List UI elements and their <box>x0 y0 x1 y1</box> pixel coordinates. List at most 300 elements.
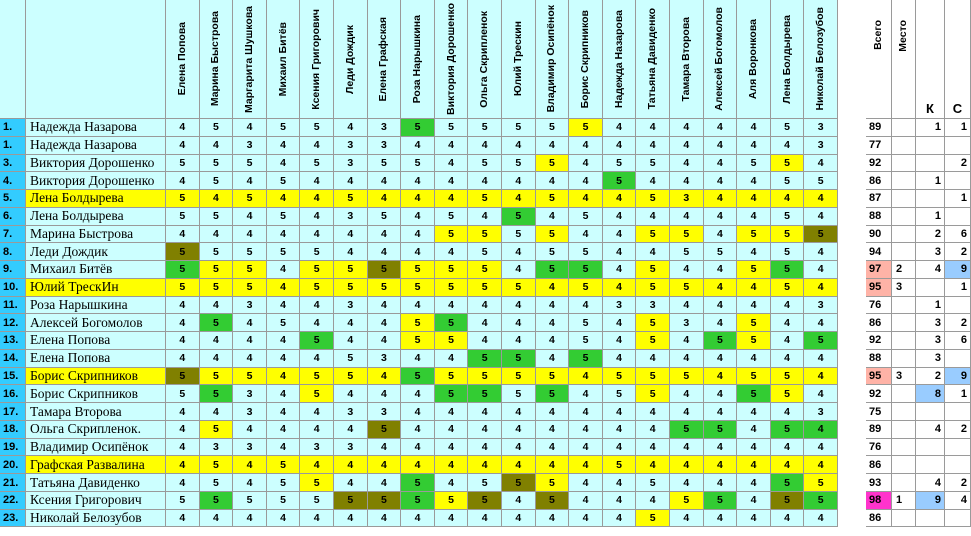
judge-header <box>233 0 267 119</box>
score-cell: 4 <box>334 510 368 528</box>
place-cell <box>892 474 916 492</box>
judge-name: Виктория Дорошенко <box>444 3 457 115</box>
judge-header <box>636 0 670 119</box>
score-cell: 4 <box>536 403 570 421</box>
judge-name: Татьяна Давиденко <box>646 8 659 110</box>
c-cell <box>945 172 971 190</box>
score-cell: 5 <box>502 279 536 297</box>
total-cell: 88 <box>866 208 892 226</box>
score-cell: 4 <box>267 439 301 457</box>
score-cell: 4 <box>569 155 603 173</box>
row-number: 6. <box>0 208 26 226</box>
total-cell: 87 <box>866 190 892 208</box>
place-cell <box>892 403 916 421</box>
participant-name: Надежда Назарова <box>26 137 166 155</box>
k-cell: 3 <box>916 332 945 350</box>
score-cell: 4 <box>636 119 670 137</box>
score-cell: 4 <box>502 510 536 528</box>
judge-name: Тамара Второва <box>679 16 692 102</box>
place-cell: 1 <box>892 492 916 510</box>
score-cell: 5 <box>569 119 603 137</box>
score-cell: 4 <box>468 403 502 421</box>
score-cell: 4 <box>502 314 536 332</box>
score-cell: 4 <box>670 155 704 173</box>
score-cell: 4 <box>435 190 469 208</box>
place-cell <box>892 297 916 315</box>
score-cell: 4 <box>704 456 738 474</box>
score-cell: 5 <box>267 456 301 474</box>
score-cell: 4 <box>670 456 704 474</box>
row-number: 19. <box>0 439 26 457</box>
score-cell: 5 <box>569 208 603 226</box>
score-cell: 5 <box>368 492 402 510</box>
score-cell: 5 <box>502 226 536 244</box>
score-cell: 4 <box>502 137 536 155</box>
score-cell: 4 <box>267 421 301 439</box>
score-cell: 5 <box>166 190 200 208</box>
judge-name: Елена Графская <box>377 16 390 102</box>
row-number: 10. <box>0 279 26 297</box>
score-cell: 4 <box>636 137 670 155</box>
score-cell: 4 <box>636 456 670 474</box>
c-cell: 2 <box>945 155 971 173</box>
score-cell: 4 <box>233 226 267 244</box>
row-number: 15. <box>0 368 26 386</box>
place-cell <box>892 155 916 173</box>
c-cell <box>945 403 971 421</box>
score-cell: 4 <box>737 403 771 421</box>
header-corner-num <box>0 0 26 119</box>
judge-name: Лена Болдырева <box>780 14 793 104</box>
score-cell: 5 <box>670 421 704 439</box>
score-cell: 4 <box>536 439 570 457</box>
score-cell: 4 <box>334 243 368 261</box>
score-cell: 5 <box>334 368 368 386</box>
score-cell: 4 <box>401 350 435 368</box>
score-cell: 4 <box>401 421 435 439</box>
judge-header <box>334 0 368 119</box>
place-header-label: Место <box>896 20 909 52</box>
score-cell: 4 <box>603 314 637 332</box>
participant-name: Владимир Осипёнок <box>26 439 166 457</box>
score-cell: 5 <box>737 332 771 350</box>
score-cell: 3 <box>368 350 402 368</box>
score-cell: 4 <box>536 510 570 528</box>
total-cell: 77 <box>866 137 892 155</box>
score-cell: 4 <box>804 385 838 403</box>
score-cell: 5 <box>502 119 536 137</box>
score-cell: 4 <box>569 368 603 386</box>
score-cell: 4 <box>636 421 670 439</box>
score-cell: 4 <box>804 421 838 439</box>
score-cell: 4 <box>704 314 738 332</box>
score-cell: 5 <box>502 368 536 386</box>
score-cell: 4 <box>468 297 502 315</box>
score-cell: 4 <box>670 297 704 315</box>
score-cell: 4 <box>636 439 670 457</box>
k-cell: 1 <box>916 119 945 137</box>
score-cell: 4 <box>636 243 670 261</box>
score-cell: 5 <box>200 492 234 510</box>
score-cell: 4 <box>401 510 435 528</box>
score-cell: 4 <box>435 155 469 173</box>
row-number: 12. <box>0 314 26 332</box>
score-cell: 4 <box>536 297 570 315</box>
score-cell: 5 <box>636 474 670 492</box>
score-cell: 5 <box>502 350 536 368</box>
score-cell: 4 <box>737 137 771 155</box>
row-number: 22. <box>0 492 26 510</box>
c-cell: 1 <box>945 190 971 208</box>
c-cell <box>945 439 971 457</box>
score-cell: 4 <box>804 208 838 226</box>
total-header-label: Всего <box>871 20 884 50</box>
score-cell: 4 <box>603 243 637 261</box>
k-cell <box>916 155 945 173</box>
score-cell: 4 <box>737 243 771 261</box>
participant-name: Алексей Богомолов <box>26 314 166 332</box>
score-cell: 5 <box>267 119 301 137</box>
score-cell: 3 <box>636 297 670 315</box>
score-cell: 4 <box>468 314 502 332</box>
score-cell: 3 <box>804 137 838 155</box>
score-cell: 5 <box>536 261 570 279</box>
score-cell: 4 <box>804 456 838 474</box>
k-cell <box>916 190 945 208</box>
score-cell: 5 <box>368 208 402 226</box>
score-cell: 5 <box>737 226 771 244</box>
score-cell: 4 <box>502 456 536 474</box>
k-cell <box>916 456 945 474</box>
score-cell: 5 <box>435 261 469 279</box>
score-cell: 5 <box>468 279 502 297</box>
score-cell: 4 <box>368 474 402 492</box>
score-cell: 4 <box>704 350 738 368</box>
score-cell: 4 <box>300 421 334 439</box>
score-cell: 4 <box>435 510 469 528</box>
score-cell: 4 <box>368 332 402 350</box>
score-cell: 4 <box>435 439 469 457</box>
place-cell <box>892 226 916 244</box>
score-cell: 5 <box>603 172 637 190</box>
judge-name: Николай Белозубов <box>814 7 827 111</box>
score-cell: 5 <box>233 190 267 208</box>
score-cell: 5 <box>401 261 435 279</box>
c-cell: 2 <box>945 421 971 439</box>
score-cell: 4 <box>368 439 402 457</box>
k-cell <box>916 279 945 297</box>
score-cell: 5 <box>737 385 771 403</box>
total-cell: 76 <box>866 439 892 457</box>
score-cell: 4 <box>670 119 704 137</box>
k-cell <box>916 137 945 155</box>
score-cell: 4 <box>300 137 334 155</box>
score-cell: 3 <box>334 155 368 173</box>
score-cell: 4 <box>603 261 637 279</box>
score-cell: 5 <box>267 492 301 510</box>
score-cell: 5 <box>603 368 637 386</box>
row-number: 17. <box>0 403 26 421</box>
score-cell: 4 <box>368 243 402 261</box>
score-cell: 4 <box>166 314 200 332</box>
c-cell: 2 <box>945 474 971 492</box>
score-cell: 4 <box>233 172 267 190</box>
score-cell: 5 <box>670 492 704 510</box>
score-cell: 4 <box>704 510 738 528</box>
score-cell: 5 <box>233 368 267 386</box>
score-cell: 4 <box>603 492 637 510</box>
k-cell: 1 <box>916 297 945 315</box>
score-cell: 4 <box>536 208 570 226</box>
score-cell: 4 <box>166 474 200 492</box>
score-cell: 5 <box>166 243 200 261</box>
score-cell: 4 <box>300 350 334 368</box>
score-cell: 4 <box>435 172 469 190</box>
score-cell: 5 <box>771 279 805 297</box>
score-cell: 5 <box>771 368 805 386</box>
score-cell: 5 <box>636 261 670 279</box>
score-cell: 5 <box>300 368 334 386</box>
score-cell: 5 <box>435 368 469 386</box>
score-cell: 3 <box>334 208 368 226</box>
score-cell: 5 <box>670 368 704 386</box>
score-cell: 3 <box>334 137 368 155</box>
row-number: 1. <box>0 137 26 155</box>
score-cell: 5 <box>804 492 838 510</box>
score-cell: 4 <box>368 385 402 403</box>
score-cell: 4 <box>737 350 771 368</box>
k-cell: 4 <box>916 421 945 439</box>
score-cell: 4 <box>233 510 267 528</box>
score-cell: 4 <box>670 172 704 190</box>
total-cell: 75 <box>866 403 892 421</box>
k-cell: 1 <box>916 208 945 226</box>
score-cell: 4 <box>334 119 368 137</box>
score-cell: 5 <box>200 155 234 173</box>
score-cell: 4 <box>804 279 838 297</box>
score-cell: 4 <box>267 137 301 155</box>
place-cell <box>892 510 916 528</box>
row-number: 16. <box>0 385 26 403</box>
score-cell: 4 <box>603 421 637 439</box>
score-cell: 5 <box>300 119 334 137</box>
score-cell: 5 <box>435 279 469 297</box>
k-cell <box>916 403 945 421</box>
score-cell: 5 <box>771 208 805 226</box>
score-cell: 5 <box>737 155 771 173</box>
k-cell: 2 <box>916 226 945 244</box>
score-cell: 4 <box>166 226 200 244</box>
row-number: 23. <box>0 510 26 528</box>
place-cell <box>892 332 916 350</box>
c-cell: 9 <box>945 368 971 386</box>
score-cell: 5 <box>200 279 234 297</box>
score-cell: 4 <box>737 172 771 190</box>
score-cell: 5 <box>401 314 435 332</box>
participant-name: Графская Развалина <box>26 456 166 474</box>
score-cell: 5 <box>166 385 200 403</box>
score-cell: 4 <box>166 439 200 457</box>
score-cell: 4 <box>636 172 670 190</box>
score-cell: 5 <box>368 261 402 279</box>
score-cell: 4 <box>737 474 771 492</box>
score-cell: 4 <box>200 190 234 208</box>
score-cell: 4 <box>569 474 603 492</box>
score-cell: 4 <box>771 456 805 474</box>
score-cell: 4 <box>401 243 435 261</box>
score-cell: 4 <box>737 510 771 528</box>
score-cell: 5 <box>267 243 301 261</box>
score-cell: 4 <box>670 332 704 350</box>
score-cell: 3 <box>233 439 267 457</box>
score-cell: 4 <box>536 314 570 332</box>
score-cell: 5 <box>200 172 234 190</box>
score-cell: 5 <box>771 172 805 190</box>
k-cell: 3 <box>916 350 945 368</box>
score-cell: 3 <box>200 439 234 457</box>
score-cell: 5 <box>468 155 502 173</box>
total-cell: 92 <box>866 155 892 173</box>
score-cell: 5 <box>771 119 805 137</box>
total-cell: 89 <box>866 421 892 439</box>
score-cell: 4 <box>401 403 435 421</box>
participant-name: Тамара Второва <box>26 403 166 421</box>
score-cell: 4 <box>737 297 771 315</box>
score-cell: 5 <box>233 243 267 261</box>
score-cell: 4 <box>200 332 234 350</box>
judge-name: Роза Нарышкина <box>410 14 423 104</box>
score-cell: 4 <box>300 314 334 332</box>
score-cell: 4 <box>267 385 301 403</box>
score-cell: 4 <box>704 190 738 208</box>
score-cell: 4 <box>368 510 402 528</box>
c-cell: 4 <box>945 492 971 510</box>
score-cell: 4 <box>166 510 200 528</box>
score-cell: 5 <box>468 261 502 279</box>
score-cell: 3 <box>233 385 267 403</box>
score-cell: 4 <box>536 332 570 350</box>
score-cell: 4 <box>233 332 267 350</box>
total-cell: 88 <box>866 350 892 368</box>
score-cell: 5 <box>435 385 469 403</box>
c-cell <box>945 510 971 528</box>
score-cell: 4 <box>267 155 301 173</box>
score-cell: 4 <box>401 190 435 208</box>
score-cell: 3 <box>804 119 838 137</box>
score-cell: 4 <box>267 332 301 350</box>
score-cell: 4 <box>804 314 838 332</box>
c-cell: 2 <box>945 314 971 332</box>
score-cell: 4 <box>502 190 536 208</box>
score-cell: 5 <box>166 155 200 173</box>
score-cell: 4 <box>771 350 805 368</box>
score-cell: 4 <box>771 190 805 208</box>
score-cell: 5 <box>334 350 368 368</box>
score-cell: 4 <box>368 190 402 208</box>
score-cell: 4 <box>603 439 637 457</box>
score-cell: 4 <box>166 137 200 155</box>
score-cell: 4 <box>804 368 838 386</box>
score-cell: 5 <box>300 332 334 350</box>
score-cell: 5 <box>200 243 234 261</box>
judge-name: Ксения Григорович <box>310 8 323 110</box>
row-number: 9. <box>0 261 26 279</box>
judge-header <box>368 0 402 119</box>
score-cell: 4 <box>334 332 368 350</box>
score-cell: 4 <box>670 350 704 368</box>
score-cell: 5 <box>468 350 502 368</box>
score-cell: 5 <box>334 190 368 208</box>
score-cell: 5 <box>536 190 570 208</box>
score-cell: 4 <box>300 172 334 190</box>
score-cell: 5 <box>468 492 502 510</box>
judge-name: Маргарита Шушкова <box>242 5 255 113</box>
score-cell: 4 <box>603 279 637 297</box>
row-number: 5. <box>0 190 26 208</box>
score-cell: 5 <box>804 332 838 350</box>
score-cell: 4 <box>804 439 838 457</box>
score-cell: 4 <box>368 172 402 190</box>
score-cell: 5 <box>636 314 670 332</box>
score-cell: 4 <box>300 403 334 421</box>
score-cell: 5 <box>704 243 738 261</box>
c-cell: 1 <box>945 119 971 137</box>
participant-name: Борис Скрипников <box>26 385 166 403</box>
score-cell: 4 <box>569 492 603 510</box>
judge-name: Юлий Трескин <box>511 21 524 97</box>
total-cell: 95 <box>866 279 892 297</box>
k-cell: 2 <box>916 368 945 386</box>
score-cell: 5 <box>200 456 234 474</box>
row-number: 18. <box>0 421 26 439</box>
score-cell: 5 <box>502 474 536 492</box>
score-cell: 5 <box>401 119 435 137</box>
score-cell: 4 <box>569 226 603 244</box>
score-cell: 5 <box>771 492 805 510</box>
judge-header <box>670 0 704 119</box>
score-cell: 5 <box>670 279 704 297</box>
score-cell: 5 <box>267 208 301 226</box>
judge-header <box>166 0 200 119</box>
k-header: К <box>916 0 945 119</box>
score-cell: 4 <box>670 474 704 492</box>
score-cell: 5 <box>368 155 402 173</box>
score-cell: 4 <box>166 350 200 368</box>
score-cell: 4 <box>670 403 704 421</box>
score-cell: 5 <box>468 385 502 403</box>
header-corner-name <box>26 0 166 119</box>
score-cell: 5 <box>300 155 334 173</box>
score-cell: 5 <box>435 332 469 350</box>
score-cell: 5 <box>536 385 570 403</box>
score-cell: 4 <box>737 190 771 208</box>
score-cell: 4 <box>670 439 704 457</box>
row-number: 13. <box>0 332 26 350</box>
place-cell <box>892 243 916 261</box>
c-cell: 6 <box>945 226 971 244</box>
total-cell: 86 <box>866 510 892 528</box>
participant-name: Леди Дождик <box>26 243 166 261</box>
score-cell: 3 <box>233 137 267 155</box>
score-cell: 4 <box>435 137 469 155</box>
row-number: 7. <box>0 226 26 244</box>
place-cell <box>892 119 916 137</box>
score-cell: 4 <box>267 226 301 244</box>
score-cell: 4 <box>334 172 368 190</box>
score-cell: 5 <box>166 492 200 510</box>
score-cell: 4 <box>804 190 838 208</box>
score-cell: 4 <box>267 350 301 368</box>
